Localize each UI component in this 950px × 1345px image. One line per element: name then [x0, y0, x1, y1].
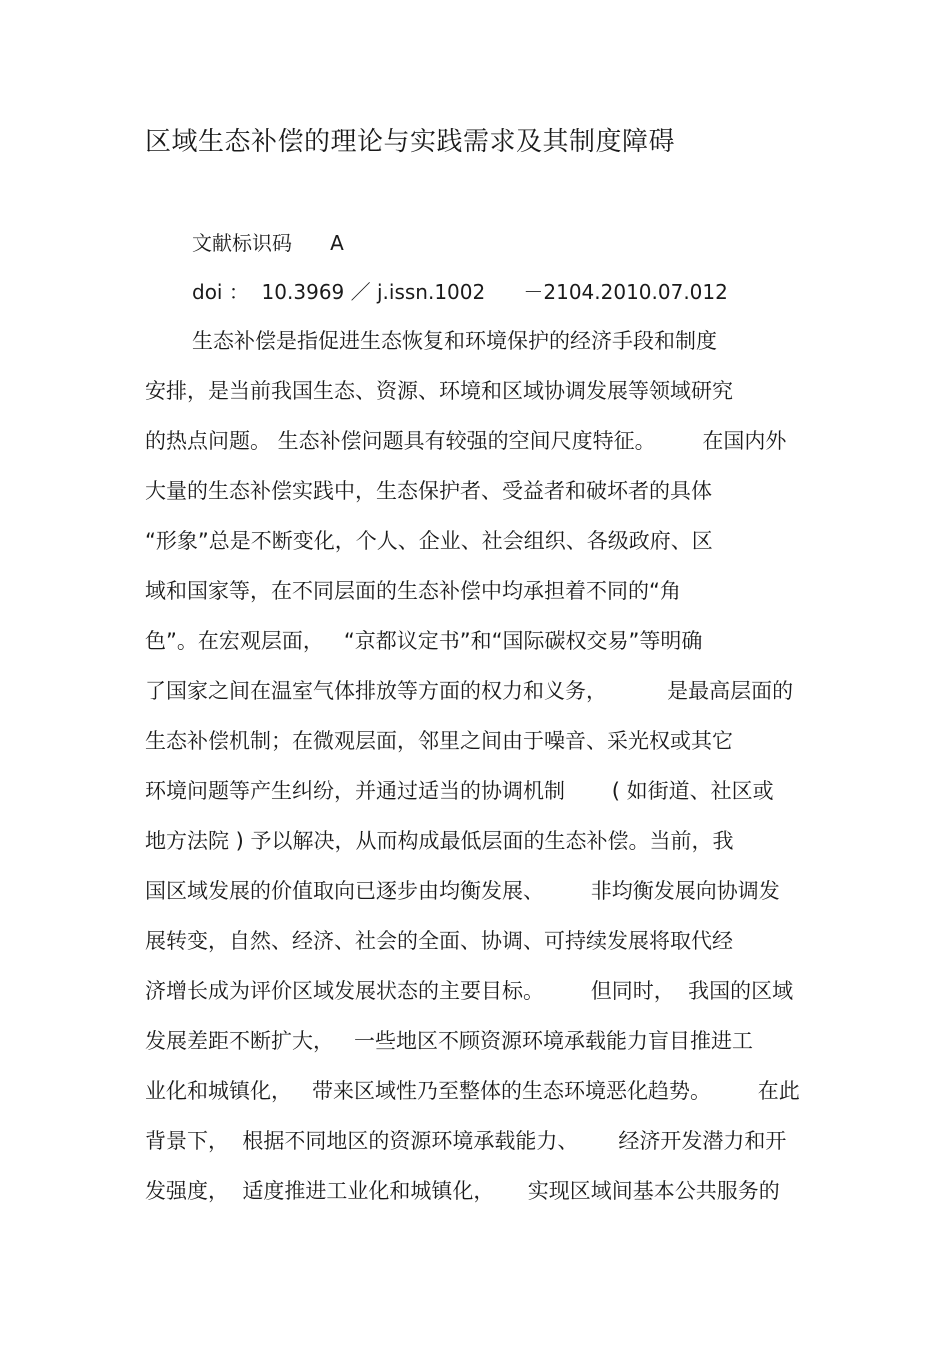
body-line-8: 了国家之间在温室气体排放等方面的权力和义务， 是最高层面的: [145, 679, 794, 703]
body-line-1: 生态补偿是指促进生态恢复和环境保护的经济手段和制度: [192, 329, 717, 353]
body-line-11: 地方法院 ) 予以解决，从而构成最低层面的生态补偿。当前，我: [145, 829, 734, 853]
body-line-4: 大量的生态补偿实践中，生态保护者、受益者和破坏者的具体: [145, 479, 712, 503]
body-line-3: 的热点问题。 生态补偿问题具有较强的空间尺度特征。 在国内外: [145, 429, 787, 453]
document-code-line: 文献标识码 A: [192, 231, 344, 255]
body-line-7: 色”。在宏观层面， “京都议定书”和“国际碳权交易”等明确: [145, 629, 703, 653]
body-line-18: 发强度， 适度推进工业化和城镇化， 实现区域间基本公共服务的: [145, 1179, 780, 1203]
body-line-14: 济增长成为评价区域发展状态的主要目标。 但同时， 我国的区域: [145, 979, 794, 1003]
doi-line: doi ： 10.3969 ／ j.issn.1002 －2104.2010.07.012: [192, 280, 728, 304]
body-line-17: 背景下， 根据不同地区的资源环境承载能力、 经济开发潜力和开: [145, 1129, 787, 1153]
body-line-12: 国区域发展的价值取向已逐步由均衡发展、 非均衡发展向协调发: [145, 879, 780, 903]
body-line-9: 生态补偿机制；在微观层面，邻里之间由于噪音、采光权或其它: [145, 729, 733, 753]
body-line-13: 展转变，自然、经济、社会的全面、协调、可持续发展将取代经: [145, 929, 733, 953]
body-line-15: 发展差距不断扩大， 一些地区不顾资源环境承载能力盲目推进工: [145, 1029, 754, 1053]
body-line-10: 环境问题等产生纠纷，并通过适当的协调机制 ( 如街道、社区或: [145, 779, 774, 803]
body-line-2: 安排，是当前我国生态、资源、环境和区域协调发展等领域研究: [145, 379, 733, 403]
document-title: 区域生态补偿的理论与实践需求及其制度障碍: [145, 127, 676, 157]
body-line-16: 业化和城镇化， 带来区域性乃至整体的生态环境恶化趋势。 在此: [145, 1079, 800, 1103]
body-line-6: 域和国家等，在不同层面的生态补偿中均承担着不同的“角: [145, 579, 681, 603]
body-line-5: “形象”总是不断变化，个人、企业、社会组织、各级政府、区: [145, 529, 713, 553]
